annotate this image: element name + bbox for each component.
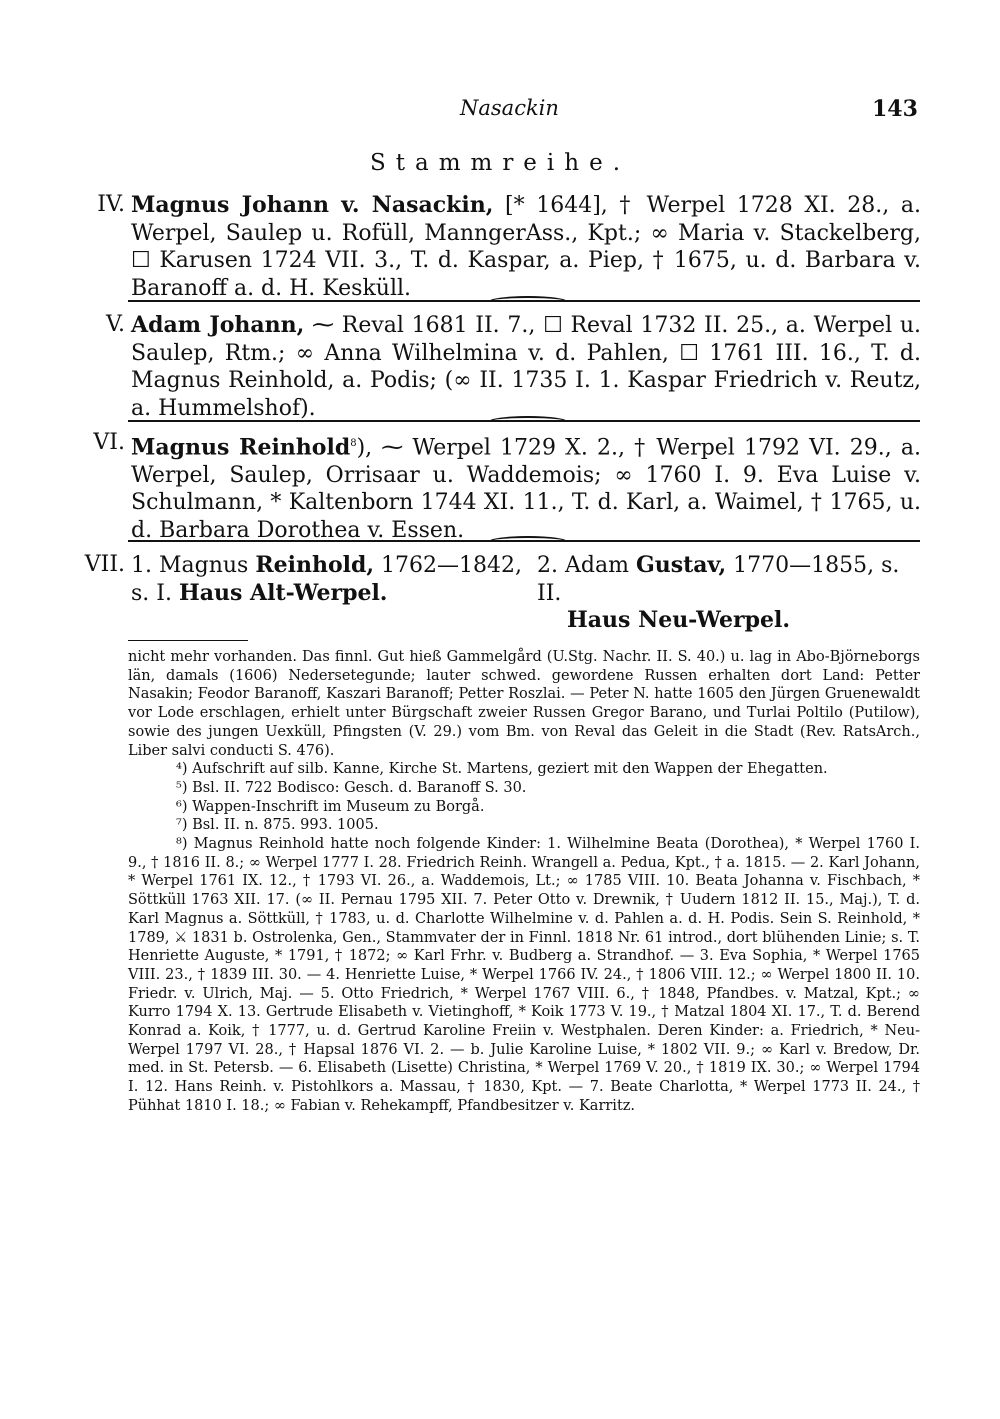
generation-numeral: V. (105, 312, 125, 337)
footnote: ⁸) Magnus Reinhold hatte noch folgende Kinder: 1. Wilhelmine Beata (Dorothea), * Werpel 1760 I. 9., † 1816 II. 8.; ∞ Werpel 1777 I. 28. Friedrich Reinh. Wrangell a. Pedua, Kpt., † a. 1815. — 2. Karl Johann, * Werpel 1761 IX. 12., † 1793 VI. 26., a. Waddemois, Lt.; ∞ 1785 VIII. 10. Beata Johanna v. Fischbach, * Söttküll 1763 XII. 17. (∞ II. Pernau 1795 XII. 7. Peter Otto v. Drewnik, † Uudern 1812 II. 15., Maj.), T. d. Karl Magnus a. Söttküll, † 1783, u. d. Charlotte Wilhelmine v. d. Pahlen a. d. H. Podis. Sein S. Reinhold, * 1789, ⚔ 1831 b. Ostrolenka, Gen., Stammvater der in Finnl. 1818 Nr. 61 introd., dort blühenden Linie; s. T. Henriette Auguste, * 1791, † 1872; ∞ Karl Frhr. v. Budberg a. Strandhof. — 3. Eva Sophia, * Werpel 1765 VIII. 23., † 1839 III. 30. — 4. Henriette Luise, * Werpel 1766 IV. 24., † 1806 VIII. 12.; ∞ Werpel 1800 II. 10. Friedr. v. Ulrich, Maj. — 5. Otto Friedrich, * Werpel 1767 VIII. 6., † 1848, Pfandbes. v. Matzal, Kpt.; ∞ Kurro 1794 X. 13. Gertrude Elisabeth v. Vietinghoff, * Koik 1773 V. 19., † Matzal 1804 XI. 17., T. d. Berend Konrad a. Koik, † 1777, u. d. Gertrud Karoline Freiin v. Westphalen. Deren Kinder: a. Friedrich, * Neu-Werpel 1797 VI. 28., † Hapsal 1876 VI. 2. — b. Julie Karoline Luise, * 1802 VII. 9.; ∞ Karl v. Bredow, Dr. med. in St. Petersb. — 6. Elisabeth (Lisette) Christina, * Werpel 1769 V. 20., † 1819 IX. 30.; ∞ Werpel 1794 I. 12. Hans Reinh. v. Pistohlkors a. Massau, † 1830, Kpt. — 7. Beate Charlotta, * Werpel 1773 II. 24., † Pühhat 1810 I. 18.; ∞ Fabian v. Rehekampff, Pfandbesitzer v. Karritz. (128, 836, 920, 1114)
generation-entry (75, 312, 925, 422)
section-title: Stammreihe. (369, 150, 631, 176)
generation-numeral: VI. (93, 430, 125, 455)
footnote: ⁴) Aufschrift auf silb. Kanne, Kirche St. Martens, geziert mit den Wappen der Ehegatten. (176, 761, 828, 778)
generation-entry (75, 430, 925, 543)
footnote: ⁶) Wappen-Inschrift im Museum zu Borgå. (176, 798, 485, 815)
footnote: ⁵) Bsl. II. 722 Bodisco: Gesch. d. Baranoff S. 30. (176, 779, 527, 796)
branch-dates: 1770—1855, s. II. (537, 553, 900, 606)
branch-child-name: Reinhold, (255, 552, 375, 578)
house-name: Haus Alt-Werpel. (178, 579, 388, 606)
footnote-rule (128, 640, 248, 641)
generation-numeral: IV. (97, 192, 125, 217)
entry-body: ⁓ Reval 1681 II. 7., ☐ Reval 1732 II. 25., a. Werpel u. Saulep, Rtm.; ∞ Anna Wilhelmina v. d. Pahlen, ☐ 1761 III. 16., T. d. Magnus Reinhold, a. Podis; (∞ II. 1735 I. 1. Kaspar Friedrich v. Reutz, a. Hummelshof). (131, 313, 921, 421)
footnote-ref: 8 (350, 438, 357, 449)
person-name: Magnus Johann v. Nasackin, (131, 192, 494, 218)
branch-line-right (537, 552, 925, 635)
generation-divider (128, 420, 920, 422)
person-name: Magnus Reinhold (131, 434, 351, 461)
branch-line-left (131, 552, 522, 607)
generation-text (131, 192, 921, 302)
branch-ref: s. I. (131, 580, 172, 606)
generation-vii (75, 552, 925, 633)
generation-text (131, 312, 921, 422)
running-title: Nasackin (460, 96, 559, 120)
branch-dates: 1762—1842, (381, 553, 523, 578)
house-name: Haus Neu-Werpel. (567, 607, 791, 633)
generation-entry (75, 192, 925, 302)
generation-numeral: VII. (84, 552, 125, 577)
footnotes (128, 648, 920, 1116)
page-number: 143 (872, 96, 918, 122)
running-head (0, 96, 1000, 126)
generation-divider (128, 540, 920, 542)
entry-body: ), ⁓ Werpel 1729 X. 2., † Werpel 1792 VI. 29., a. Werpel, Saulep, Orrisaar u. Waddemois; ∞ 1760 I. 9. Eva Luise v. Schulmann, * Kaltenborn 1744 XI. 11., T. d. Karl, a. Waimel, † 1765, u. d. Barbara Dorothea v. Essen. (131, 435, 922, 543)
generation-text (131, 430, 921, 544)
footnote-continuation: nicht mehr vorhanden. Das finnl. Gut hieß Gammelgård (U.Stg. Nachr. II. S. 40.) u. lag in Abo-Björneborgs län, damals (1606) Nedersetegunde; lauter schwed. gewordene Russen erhalten dort Land: Petter Nasakin; Feodor Baranoff, Kaszari Baranoff; Petter Roszlai. — Peter N. hatte 1605 den Jürgen Gruenewaldt vor Lode erschlagen, erhielt unter Bürgschaft zweier Russen Gregor Barano, und Turlai Poltilo (Putilow), sowie des jungen Uexküll, Pfingsten (V. 29.) vom Bm. von Reval das Geleit in die Stadt (Rev. RatsArch., Liber salvi conducti S. 476). (128, 649, 920, 759)
branch-child: 1. Magnus (131, 553, 249, 578)
footnote: ⁷) Bsl. II. n. 875. 993. 1005. (176, 817, 379, 834)
generation-divider (128, 300, 920, 302)
branch-child-name: Gustav, (635, 552, 727, 578)
branch-child: 2. Adam (537, 553, 629, 578)
person-name: Adam Johann, (131, 312, 305, 338)
entry-body: [* 1644], † Werpel 1728 XI. 28., a. Werpel, Saulep u. Rofüll, ManngerAss., Kpt.; ∞ Maria v. Stackelberg, ☐ Karusen 1724 VII. 3., T. d. Kaspar, a. Piep, † 1675, u. d. Barbara v. Baranoff a. d. H. Kesküll. (131, 193, 921, 301)
